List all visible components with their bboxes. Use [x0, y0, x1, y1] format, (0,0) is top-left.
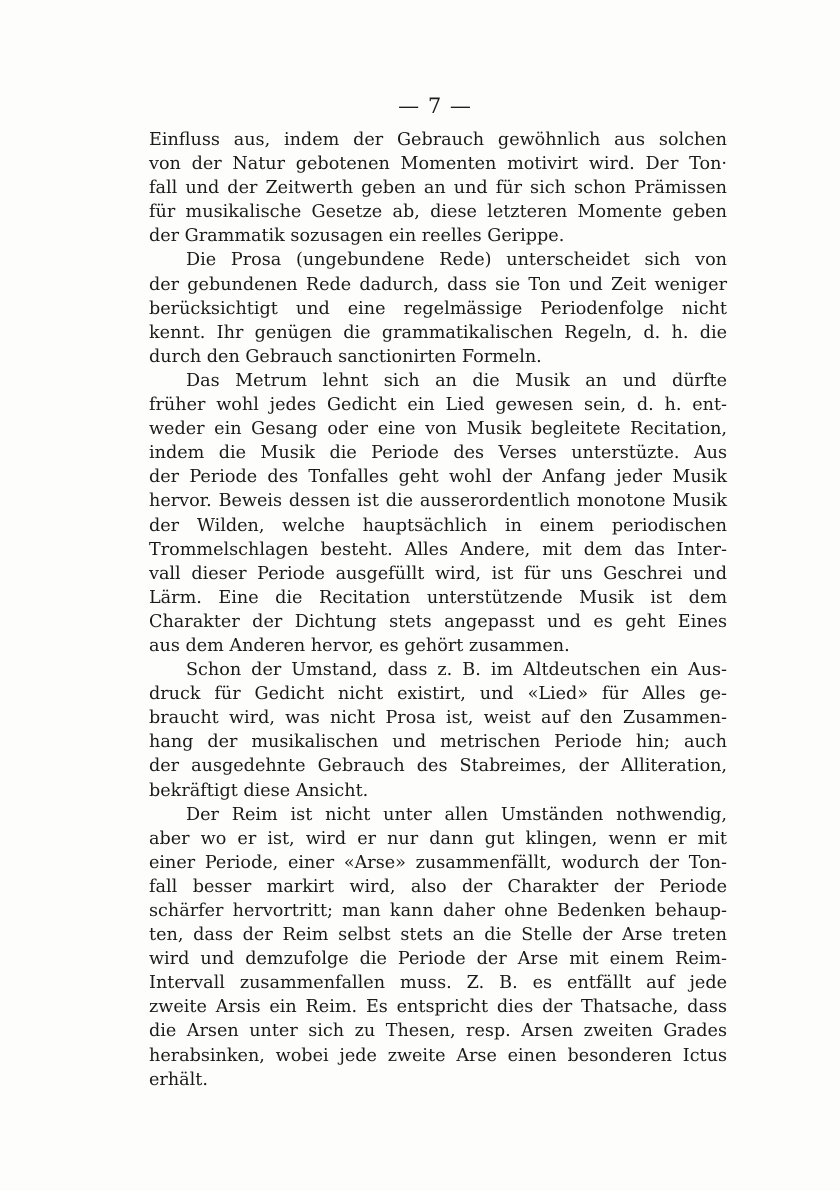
text-line: hervor. Beweis dessen ist die ausserordentlich monotone Musik	[149, 491, 727, 512]
text-line: Die Prosa (ungebundene Rede) unterscheidet sich von	[186, 250, 727, 271]
text-line: druck für Gedicht nicht existirt, und «Lied» für Alles ge-	[149, 684, 727, 705]
body-text	[149, 128, 727, 1092]
text-line: weder ein Gesang oder eine von Musik begleitete Recitation,	[149, 419, 727, 440]
text-line: berücksichtigt und eine regelmässige Periodenfolge nicht	[149, 298, 727, 319]
text-line: fall besser markirt wird, also der Charakter der Periode	[149, 876, 727, 897]
text-line: Lärm. Eine die Recitation unterstützende Musik ist dem	[149, 587, 727, 608]
text-line: von der Natur gebotenen Momenten motivirt wird. Der Ton·	[149, 154, 727, 175]
text-line: durch den Gebrauch sanctionirten Formeln.	[149, 346, 542, 367]
text-line: schärfer hervortritt; man kann daher ohne Bedenken behaup-	[149, 901, 727, 921]
text-line: herabsinken, wobei jede zweite Arse einen besonderen Ictus	[149, 1045, 727, 1066]
text-line: aus dem Anderen hervor, es gehört zusammen.	[149, 635, 570, 656]
text-line: vall dieser Periode ausgefüllt wird, ist für uns Geschrei und	[149, 563, 727, 584]
text-line: bekräftigt diese Ansicht.	[149, 780, 369, 801]
text-line: aber wo er ist, wird er nur dann gut klingen, wenn er mit	[149, 828, 727, 849]
text-line: die Arsen unter sich zu Thesen, resp. Arsen zweiten Grades	[149, 1021, 727, 1042]
text-line: der Periode des Tonfalles geht wohl der Anfang jeder Musik	[149, 467, 727, 488]
text-line: Intervall zusammenfallen muss. Z. B. es entfällt auf jede	[149, 973, 727, 994]
text-line: kennt. Ihr genügen die grammatikalischen Regeln, d. h. die	[149, 322, 727, 343]
text-line: Einfluss aus, indem der Gebrauch gewöhnlich aus solchen	[149, 130, 727, 150]
text-line: der Wilden, welche hauptsächlich in einem periodischen	[149, 515, 727, 536]
text-line: Der Reim ist nicht unter allen Umständen nothwendig,	[186, 804, 727, 825]
text-line: der gebundenen Rede dadurch, dass sie Ton und Zeit weniger	[149, 274, 727, 295]
text-line: hang der musikalischen und metrischen Periode hin; auch	[149, 732, 727, 753]
text-line: einer Periode, einer «Arse» zusammenfällt, wodurch der Ton-	[149, 852, 727, 873]
text-line: Trommelschlagen besteht. Alles Andere, mit dem das Inter-	[149, 539, 727, 560]
text-line: ten, dass der Reim selbst stets an die Stelle der Arse treten	[149, 925, 727, 946]
text-line: Schon der Umstand, dass z. B. im Altdeutschen ein Aus-	[186, 660, 727, 681]
text-line: zweite Arsis ein Reim. Es entspricht dies der Thatsache, dass	[149, 997, 727, 1018]
text-line: braucht wird, was nicht Prosa ist, weist auf den Zusammen-	[149, 708, 727, 729]
text-line: wird und demzufolge die Periode der Arse mit einem Reim-	[149, 949, 727, 970]
text-line: indem die Musik die Periode des Verses unterstüzte. Aus	[149, 443, 727, 464]
text-line: Charakter der Dichtung stets angepasst und es geht Eines	[149, 611, 727, 632]
page-number: — 7 —	[398, 94, 472, 118]
text-line: Das Metrum lehnt sich an die Musik an und dürfte	[186, 370, 727, 391]
text-line: erhält.	[149, 1069, 208, 1090]
text-line: früher wohl jedes Gedicht ein Lied gewesen sein, d. h. ent-	[149, 395, 727, 416]
text-line: für musikalische Gesetze ab, diese letzteren Momente geben	[149, 202, 727, 223]
text-line: der ausgedehnte Gebrauch des Stabreimes, der Alliteration,	[149, 756, 727, 777]
text-line: der Grammatik sozusagen ein reelles Gerippe.	[149, 226, 565, 247]
text-line: fall und der Zeitwerth geben an und für sich schon Prämissen	[149, 178, 727, 199]
